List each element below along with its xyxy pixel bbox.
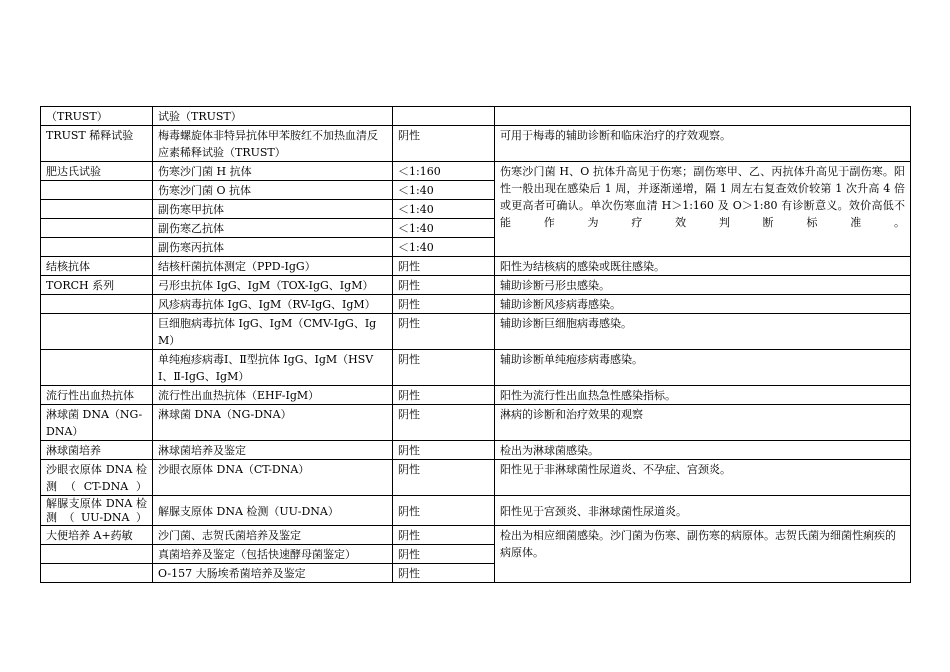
- table-row: [41, 386, 911, 405]
- item-cell: [41, 181, 153, 200]
- note-cell: 阳性为结核病的感染或既往感染。: [495, 257, 911, 276]
- table-row: [41, 314, 911, 350]
- table-row: [41, 496, 911, 526]
- table-row: [41, 295, 911, 314]
- note-cell: 阳性为流行性出血热急性感染指标。: [495, 386, 911, 405]
- test-cell: 弓形虫抗体 IgG、IgM（TOX-IgG、IgM）: [153, 276, 393, 295]
- note-cell: 淋病的诊断和治疗效果的观察: [495, 405, 911, 441]
- note-cell: [495, 107, 911, 126]
- item-cell: 结核抗体: [41, 257, 153, 276]
- reference-cell: 阴性: [393, 496, 495, 526]
- item-cell: 肥达氏试验: [41, 162, 153, 181]
- item-cell: [41, 564, 153, 583]
- test-cell: 伤寒沙门菌 H 抗体: [153, 162, 393, 181]
- item-cell: 沙眼衣原体 DNA 检测（CT-DNA）: [41, 460, 153, 496]
- table-row: [41, 441, 911, 460]
- test-cell: 结核杆菌抗体测定（PPD-IgG）: [153, 257, 393, 276]
- reference-cell: 阴性: [393, 460, 495, 496]
- table-row: [41, 526, 911, 545]
- note-cell: 检出为淋球菌感染。: [495, 441, 911, 460]
- table-row: [41, 460, 911, 496]
- reference-cell: 阴性: [393, 126, 495, 162]
- reference-cell: ＜1:40: [393, 219, 495, 238]
- item-cell: 解脲支原体 DNA 检测（UU-DNA）: [41, 496, 153, 526]
- test-cell: 伤寒沙门菌 O 抗体: [153, 181, 393, 200]
- reference-cell: 阴性: [393, 386, 495, 405]
- test-cell: 巨细胞病毒抗体 IgG、IgM（CMV-IgG、IgM）: [153, 314, 393, 350]
- test-cell: 真菌培养及鉴定（包括快速酵母菌鉴定）: [153, 545, 393, 564]
- test-cell: 副伤寒乙抗体: [153, 219, 393, 238]
- item-cell: 流行性出血热抗体: [41, 386, 153, 405]
- note-cell: 辅助诊断巨细胞病毒感染。: [495, 314, 911, 350]
- reference-cell: 阴性: [393, 276, 495, 295]
- reference-cell: [393, 107, 495, 126]
- table-row: [41, 350, 911, 386]
- test-cell: 沙眼衣原体 DNA（CT-DNA）: [153, 460, 393, 496]
- reference-cell: ＜1:40: [393, 238, 495, 257]
- note-cell: 伤寒沙门菌 H、O 抗体升高见于伤寒；副伤寒甲、乙、丙抗体升高见于副伤寒。阳性一般出现在感染后 1 周，并逐渐递增，隔 1 周左右复查效价较第 1 次升高 4 倍或更高者可确认。单次伤寒血清 H＞1:160 及 O＞1:80 有诊断意义。效价高低不能作为疗效判断标准。: [495, 162, 911, 257]
- item-cell: TORCH 系列: [41, 276, 153, 295]
- note-cell: 可用于梅毒的辅助诊断和临床治疗的疗效观察。: [495, 126, 911, 162]
- reference-cell: ＜1:40: [393, 181, 495, 200]
- test-cell: 沙门菌、志贺氏菌培养及鉴定: [153, 526, 393, 545]
- test-cell: 解脲支原体 DNA 检测（UU-DNA）: [153, 496, 393, 526]
- table-row: [41, 405, 911, 441]
- item-cell: [41, 238, 153, 257]
- item-cell: TRUST 稀释试验: [41, 126, 153, 162]
- test-cell: 单纯疱疹病毒Ⅰ、Ⅱ型抗体 IgG、IgM（HSVⅠ、Ⅱ-IgG、IgM）: [153, 350, 393, 386]
- note-cell: 辅助诊断单纯疱疹病毒感染。: [495, 350, 911, 386]
- test-cell: 流行性出血热抗体（EHF-IgM）: [153, 386, 393, 405]
- reference-cell: 阴性: [393, 405, 495, 441]
- test-cell: 淋球菌 DNA（NG-DNA）: [153, 405, 393, 441]
- reference-cell: ＜1:40: [393, 200, 495, 219]
- test-cell: 副伤寒甲抗体: [153, 200, 393, 219]
- item-cell: 淋球菌培养: [41, 441, 153, 460]
- item-cell: 大便培养 A+药敏: [41, 526, 153, 545]
- item-cell: （TRUST）: [41, 107, 153, 126]
- reference-cell: 阴性: [393, 350, 495, 386]
- note-cell: 检出为相应细菌感染。沙门菌为伤寒、副伤寒的病原体。志贺氏菌为细菌性痢疾的病原体。: [495, 526, 911, 583]
- note-cell: 辅助诊断风疹病毒感染。: [495, 295, 911, 314]
- item-cell: [41, 314, 153, 350]
- note-cell: 阳性见于非淋球菌性尿道炎、不孕症、宫颈炎。: [495, 460, 911, 496]
- table-row: [41, 126, 911, 162]
- reference-cell: 阴性: [393, 257, 495, 276]
- note-cell: 阳性见于宫颈炎、非淋球菌性尿道炎。: [495, 496, 911, 526]
- reference-cell: 阴性: [393, 295, 495, 314]
- item-cell: [41, 295, 153, 314]
- item-cell: [41, 219, 153, 238]
- test-cell: 风疹病毒抗体 IgG、IgM（RV-IgG、IgM）: [153, 295, 393, 314]
- item-cell: [41, 545, 153, 564]
- table-row: [41, 107, 911, 126]
- reference-cell: 阴性: [393, 526, 495, 545]
- reference-cell: 阴性: [393, 545, 495, 564]
- reference-cell: 阴性: [393, 441, 495, 460]
- test-cell: 梅毒螺旋体非特异抗体甲苯胺红不加热血清反应素稀释试验（TRUST）: [153, 126, 393, 162]
- reference-cell: 阴性: [393, 564, 495, 583]
- table-row: [41, 276, 911, 295]
- test-cell: 副伤寒丙抗体: [153, 238, 393, 257]
- test-cell: O-157 大肠埃希菌培养及鉴定: [153, 564, 393, 583]
- table-row: [41, 162, 911, 181]
- item-cell: 淋球菌 DNA（NG-DNA）: [41, 405, 153, 441]
- reference-cell: ＜1:160: [393, 162, 495, 181]
- item-cell: [41, 350, 153, 386]
- test-cell: 淋球菌培养及鉴定: [153, 441, 393, 460]
- table-row: [41, 257, 911, 276]
- item-cell: [41, 200, 153, 219]
- lab-test-table: [40, 106, 911, 583]
- note-cell: 辅助诊断弓形虫感染。: [495, 276, 911, 295]
- reference-cell: 阴性: [393, 314, 495, 350]
- test-cell: 试验（TRUST）: [153, 107, 393, 126]
